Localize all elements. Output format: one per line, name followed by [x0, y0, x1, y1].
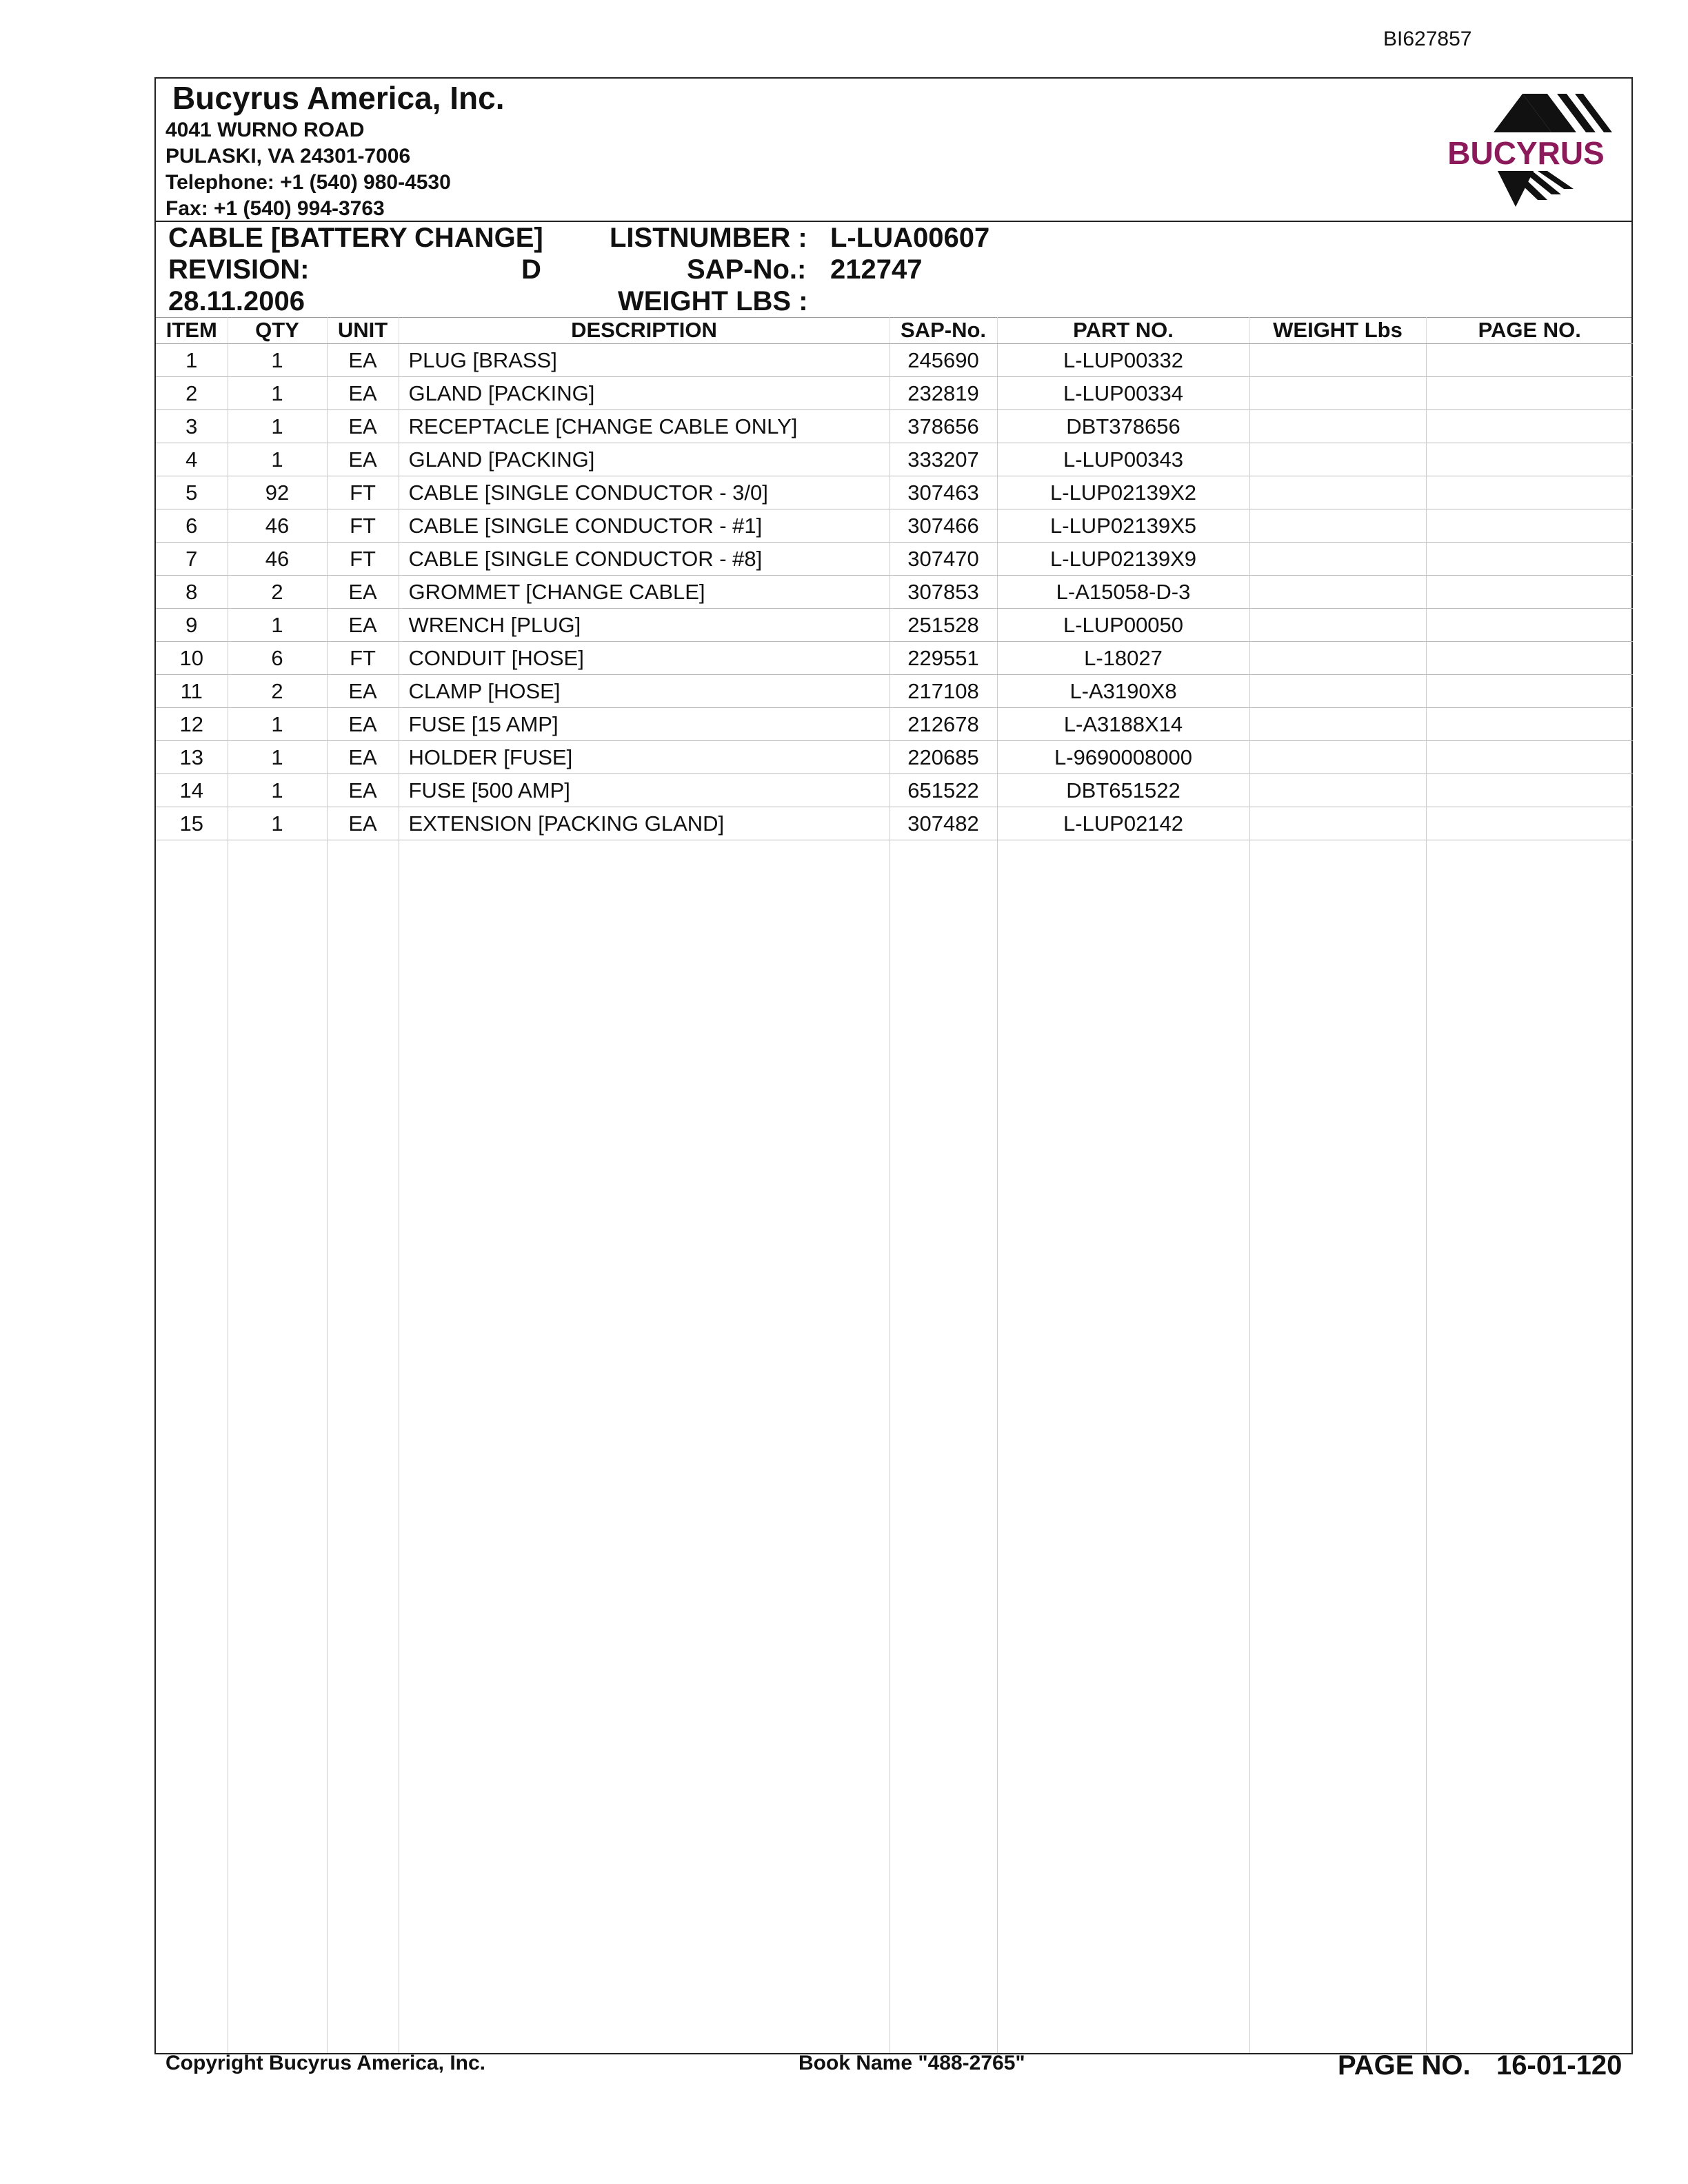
cell-qty: 1 [228, 741, 327, 774]
empty-cell [890, 840, 997, 2054]
cell-weight [1249, 476, 1426, 509]
revision-value: D [521, 254, 541, 285]
cell-qty: 46 [228, 543, 327, 576]
book-name: Book Name "488-2765" [798, 2052, 1025, 2074]
cell-weight [1249, 609, 1426, 642]
list-date: 28.11.2006 [168, 286, 305, 316]
cell-sap-no: 220685 [890, 741, 997, 774]
fax: Fax: +1 (540) 994-3763 [165, 197, 385, 220]
cell-item: 1 [156, 344, 228, 377]
sap-value: 212747 [830, 254, 923, 285]
cell-weight [1249, 675, 1426, 708]
cell-description: CABLE [SINGLE CONDUCTOR - 3/0] [399, 476, 890, 509]
cell-weight [1249, 509, 1426, 543]
table-row [156, 774, 1633, 807]
bucyrus-logo [1426, 90, 1626, 214]
cell-qty: 92 [228, 476, 327, 509]
empty-cell [228, 840, 327, 2054]
cell-unit: EA [327, 344, 399, 377]
cell-page-no [1426, 807, 1633, 840]
col-part-no: PART NO. [997, 317, 1249, 344]
cell-item: 3 [156, 410, 228, 443]
cell-qty: 6 [228, 642, 327, 675]
cell-part-no: L-LUP02139X9 [997, 543, 1249, 576]
cell-weight [1249, 410, 1426, 443]
cell-sap-no: 307470 [890, 543, 997, 576]
cell-sap-no: 307466 [890, 509, 997, 543]
cell-qty: 1 [228, 774, 327, 807]
cell-sap-no: 378656 [890, 410, 997, 443]
col-unit: UNIT [327, 317, 399, 344]
table-row [156, 509, 1633, 543]
cell-part-no: L-LUP00334 [997, 377, 1249, 410]
address-city: PULASKI, VA 24301-7006 [165, 145, 411, 168]
cell-sap-no: 307853 [890, 576, 997, 609]
empty-cell [399, 840, 890, 2054]
cell-qty: 46 [228, 509, 327, 543]
cell-unit: EA [327, 708, 399, 741]
cell-qty: 1 [228, 443, 327, 476]
cell-item: 9 [156, 609, 228, 642]
cell-sap-no: 232819 [890, 377, 997, 410]
cell-unit: EA [327, 377, 399, 410]
table-row [156, 576, 1633, 609]
cell-page-no [1426, 543, 1633, 576]
cell-item: 14 [156, 774, 228, 807]
cell-item: 7 [156, 543, 228, 576]
cell-weight [1249, 344, 1426, 377]
cell-unit: FT [327, 642, 399, 675]
cell-page-no [1426, 642, 1633, 675]
telephone: Telephone: +1 (540) 980-4530 [165, 171, 451, 194]
cell-qty: 1 [228, 609, 327, 642]
page-number-label: PAGE NO. [1338, 2050, 1471, 2081]
cell-item: 2 [156, 377, 228, 410]
col-description: DESCRIPTION [399, 317, 890, 344]
cell-weight [1249, 642, 1426, 675]
table-row [156, 741, 1633, 774]
table-header-row [156, 317, 1633, 344]
logo-wordmark: BUCYRUS [1447, 135, 1605, 171]
cell-weight [1249, 741, 1426, 774]
cell-qty: 1 [228, 377, 327, 410]
cell-weight [1249, 377, 1426, 410]
table-row [156, 377, 1633, 410]
cell-item: 8 [156, 576, 228, 609]
cell-sap-no: 307463 [890, 476, 997, 509]
cell-part-no: L-18027 [997, 642, 1249, 675]
cell-qty: 1 [228, 807, 327, 840]
cell-weight [1249, 708, 1426, 741]
cell-sap-no: 333207 [890, 443, 997, 476]
cell-part-no: L-LUP00343 [997, 443, 1249, 476]
cell-item: 10 [156, 642, 228, 675]
cell-part-no: L-LUP00050 [997, 609, 1249, 642]
col-item: ITEM [156, 317, 228, 344]
cell-part-no: L-LUP02139X5 [997, 509, 1249, 543]
address-street: 4041 WURNO ROAD [165, 119, 365, 141]
cell-part-no: L-A15058-D-3 [997, 576, 1249, 609]
cell-page-no [1426, 476, 1633, 509]
cell-description: GROMMET [CHANGE CABLE] [399, 576, 890, 609]
cell-part-no: L-LUP02139X2 [997, 476, 1249, 509]
cell-item: 11 [156, 675, 228, 708]
empty-cell [1249, 840, 1426, 2054]
cell-qty: 1 [228, 410, 327, 443]
cell-description: HOLDER [FUSE] [399, 741, 890, 774]
cell-item: 6 [156, 509, 228, 543]
cell-page-no [1426, 774, 1633, 807]
cell-description: CLAMP [HOSE] [399, 675, 890, 708]
empty-cell [156, 840, 228, 2054]
cell-unit: FT [327, 509, 399, 543]
cell-page-no [1426, 443, 1633, 476]
cell-page-no [1426, 576, 1633, 609]
cell-sap-no: 245690 [890, 344, 997, 377]
cell-page-no [1426, 675, 1633, 708]
cell-description: CABLE [SINGLE CONDUCTOR - #8] [399, 543, 890, 576]
table-row [156, 609, 1633, 642]
cell-item: 15 [156, 807, 228, 840]
cell-qty: 1 [228, 708, 327, 741]
cell-unit: EA [327, 807, 399, 840]
cell-page-no [1426, 741, 1633, 774]
cell-description: EXTENSION [PACKING GLAND] [399, 807, 890, 840]
cell-item: 13 [156, 741, 228, 774]
weight-label: WEIGHT LBS : [618, 286, 808, 316]
col-sap-no: SAP-No. [890, 317, 997, 344]
table-empty-area [156, 840, 1633, 2054]
listnumber-value: L-LUA00607 [830, 223, 990, 253]
cell-description: GLAND [PACKING] [399, 443, 890, 476]
cell-part-no: DBT378656 [997, 410, 1249, 443]
cell-page-no [1426, 708, 1633, 741]
cell-item: 4 [156, 443, 228, 476]
cell-qty: 2 [228, 576, 327, 609]
cell-unit: EA [327, 576, 399, 609]
cell-part-no: L-LUP02142 [997, 807, 1249, 840]
cell-part-no: L-A3190X8 [997, 675, 1249, 708]
table-row [156, 807, 1633, 840]
cell-sap-no: 212678 [890, 708, 997, 741]
listnumber-label: LISTNUMBER : [610, 223, 807, 253]
cell-qty: 1 [228, 344, 327, 377]
parts-table-body [156, 344, 1633, 2054]
cell-description: PLUG [BRASS] [399, 344, 890, 377]
list-title: CABLE [BATTERY CHANGE] [168, 223, 543, 253]
cell-page-no [1426, 377, 1633, 410]
cell-sap-no: 307482 [890, 807, 997, 840]
cell-page-no [1426, 609, 1633, 642]
cell-weight [1249, 576, 1426, 609]
cell-unit: EA [327, 741, 399, 774]
sap-label: SAP-No.: [687, 254, 807, 285]
cell-item: 5 [156, 476, 228, 509]
document-id: BI627857 [1383, 28, 1472, 50]
cell-unit: EA [327, 609, 399, 642]
copyright: Copyright Bucyrus America, Inc. [165, 2052, 486, 2074]
cell-weight [1249, 443, 1426, 476]
cell-part-no: L-9690008000 [997, 741, 1249, 774]
cell-page-no [1426, 509, 1633, 543]
cell-page-no [1426, 410, 1633, 443]
table-row [156, 708, 1633, 741]
revision-label: REVISION: [168, 254, 310, 285]
col-qty: QTY [228, 317, 327, 344]
table-row [156, 443, 1633, 476]
cell-description: CABLE [SINGLE CONDUCTOR - #1] [399, 509, 890, 543]
cell-sap-no: 229551 [890, 642, 997, 675]
empty-cell [327, 840, 399, 2054]
col-page-no: PAGE NO. [1426, 317, 1633, 344]
cell-unit: FT [327, 476, 399, 509]
company-name: Bucyrus America, Inc. [172, 80, 505, 116]
table-row [156, 476, 1633, 509]
col-weight: WEIGHT Lbs [1249, 317, 1426, 344]
cell-description: WRENCH [PLUG] [399, 609, 890, 642]
cell-weight [1249, 807, 1426, 840]
table-row [156, 675, 1633, 708]
cell-qty: 2 [228, 675, 327, 708]
cell-unit: FT [327, 543, 399, 576]
page-number-value: 16-01-120 [1496, 2050, 1622, 2081]
cell-sap-no: 217108 [890, 675, 997, 708]
table-row [156, 543, 1633, 576]
parts-table [156, 317, 1633, 2053]
table-row [156, 642, 1633, 675]
cell-description: FUSE [15 AMP] [399, 708, 890, 741]
cell-part-no: L-LUP00332 [997, 344, 1249, 377]
cell-sap-no: 651522 [890, 774, 997, 807]
cell-part-no: DBT651522 [997, 774, 1249, 807]
cell-unit: EA [327, 675, 399, 708]
cell-unit: EA [327, 774, 399, 807]
cell-weight [1249, 543, 1426, 576]
cell-item: 12 [156, 708, 228, 741]
cell-weight [1249, 774, 1426, 807]
cell-unit: EA [327, 410, 399, 443]
empty-cell [997, 840, 1249, 2054]
cell-description: FUSE [500 AMP] [399, 774, 890, 807]
empty-cell [1426, 840, 1633, 2054]
table-row [156, 344, 1633, 377]
cell-unit: EA [327, 443, 399, 476]
cell-description: GLAND [PACKING] [399, 377, 890, 410]
cell-description: CONDUIT [HOSE] [399, 642, 890, 675]
cell-part-no: L-A3188X14 [997, 708, 1249, 741]
cell-page-no [1426, 344, 1633, 377]
cell-sap-no: 251528 [890, 609, 997, 642]
cell-description: RECEPTACLE [CHANGE CABLE ONLY] [399, 410, 890, 443]
parts-list-frame [154, 77, 1633, 2054]
table-row [156, 410, 1633, 443]
